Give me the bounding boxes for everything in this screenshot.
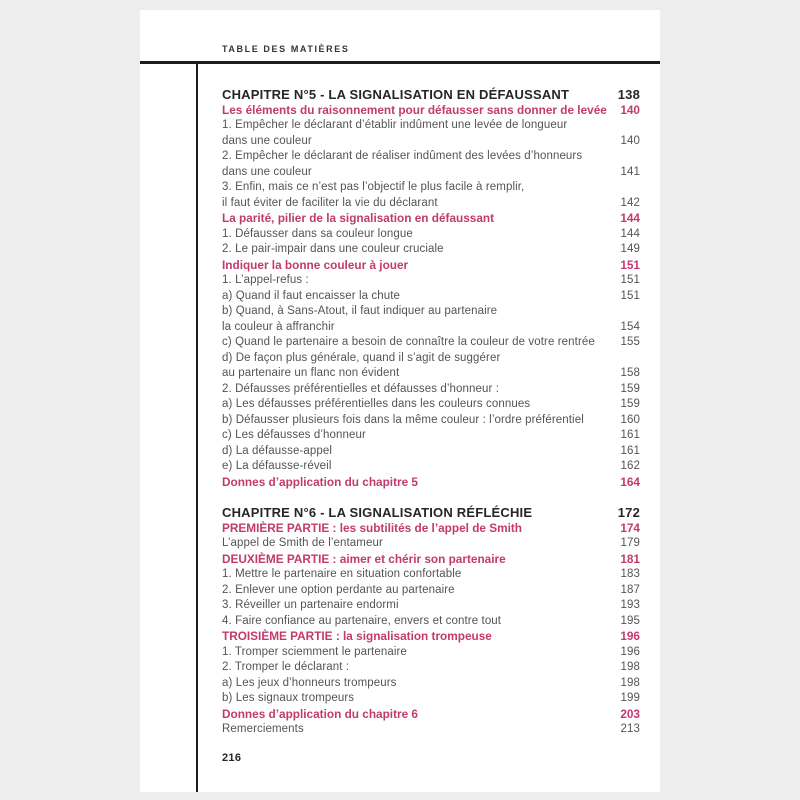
toc-row [222, 165, 640, 181]
toc-entry-page: 154 [620, 320, 640, 333]
toc-entry-page: 141 [620, 165, 640, 178]
toc-row [222, 583, 640, 599]
header-rule [140, 61, 660, 64]
toc-entry-text: 1. Défausser dans sa couleur longue [222, 227, 413, 240]
toc-entry-text: a) Quand il faut encaisser la chute [222, 289, 401, 302]
toc-row [222, 382, 640, 398]
toc-entry-text: a) Les défausses préférentielles dans les couleurs connues [222, 398, 531, 410]
table-of-contents [222, 87, 640, 738]
toc-entry-text: dans une couleur [222, 165, 312, 178]
toc-entry-page: 164 [620, 474, 640, 489]
book-page [140, 10, 660, 792]
toc-row [222, 180, 640, 196]
toc-entry-page: 151 [620, 257, 640, 272]
toc-row [222, 505, 640, 521]
toc-row [222, 320, 640, 336]
toc-entry-text: 1. Mettre le partenaire en situation confortable [222, 568, 462, 580]
toc-row [222, 691, 640, 707]
toc-entry-text: CHAPITRE N°5 - LA SIGNALISATION EN DÉFAUSSANT [222, 87, 570, 102]
toc-row [222, 211, 640, 227]
toc-row [222, 242, 640, 258]
toc-entry-text: 2. Défausses préférentielles et défausses d’honneur : [222, 382, 499, 395]
toc-row [222, 304, 640, 320]
toc-entry-text: d) De façon plus générale, quand il s’agit de suggérer [222, 351, 501, 364]
toc-entry-text: a) Les jeux d’honneurs trompeurs [222, 676, 397, 689]
margin-vertical-rule [196, 64, 198, 792]
toc-entry-page: 144 [620, 211, 640, 225]
toc-entry-text: la couleur à affranchir [222, 320, 335, 333]
toc-row [222, 536, 640, 552]
toc-entry-page: 161 [620, 444, 640, 457]
toc-entry-page: 142 [620, 196, 640, 209]
toc-entry-text: 4. Faire confiance au partenaire, envers et contre tout [222, 614, 502, 627]
toc-group-1 [222, 87, 640, 490]
toc-entry-text: 1. L’appel-refus : [222, 274, 309, 286]
toc-row [222, 335, 640, 351]
toc-entry-page: 179 [620, 537, 640, 549]
toc-entry-text: 2. Enlever une option perdante au partenaire [222, 583, 455, 596]
toc-row [222, 258, 640, 274]
toc-entry-text: 1. Tromper sciemment le partenaire [222, 645, 407, 658]
toc-row [222, 552, 640, 568]
toc-entry-page: 138 [617, 87, 640, 102]
toc-row [222, 273, 640, 289]
toc-entry-page: 195 [620, 614, 640, 627]
toc-row [222, 722, 640, 738]
toc-row [222, 149, 640, 165]
toc-entry-page: 196 [620, 629, 640, 643]
toc-entry-text: La parité, pilier de la signalisation en défaussant [222, 211, 495, 225]
toc-row [222, 118, 640, 134]
toc-entry-page: 181 [620, 551, 640, 566]
toc-group-2 [222, 505, 640, 738]
toc-entry-page: 158 [620, 367, 640, 379]
toc-entry-text: b) Défausser plusieurs fois dans la même couleur : l’ordre préférentiel [222, 413, 584, 426]
toc-entry-page: 213 [620, 723, 640, 735]
toc-entry-text: Indiquer la bonne couleur à jouer [222, 257, 409, 272]
toc-row [222, 134, 640, 150]
toc-entry-text: Donnes d’application du chapitre 6 [222, 706, 418, 721]
toc-row [222, 413, 640, 429]
toc-entry-text: DEUXIÈME PARTIE : aimer et chérir son partenaire [222, 551, 506, 566]
toc-entry-page: 198 [620, 661, 640, 673]
toc-row [222, 660, 640, 676]
toc-row [222, 87, 640, 103]
toc-entry-page: 187 [620, 583, 640, 596]
toc-entry-text: 1. Empêcher le déclarant d’établir indûment une levée de longueur [222, 119, 568, 131]
toc-entry-page: 174 [620, 520, 640, 535]
toc-entry-text: 3. Réveiller un partenaire endormi [222, 599, 399, 611]
toc-entry-text: au partenaire un flanc non évident [222, 367, 400, 379]
toc-entry-page: 151 [620, 289, 640, 302]
toc-entry-page: 155 [620, 336, 640, 348]
toc-entry-page: 172 [617, 505, 640, 520]
toc-entry-page: 140 [620, 134, 640, 147]
toc-entry-text: c) Les défausses d’honneur [222, 429, 366, 441]
toc-entry-text: CHAPITRE N°6 - LA SIGNALISATION RÉFLÉCHIE [222, 505, 533, 520]
toc-row [222, 459, 640, 475]
toc-entry-page: 203 [620, 706, 640, 721]
toc-row [222, 567, 640, 583]
toc-row [222, 444, 640, 460]
toc-entry-text: 2. Empêcher le déclarant de réaliser indûment des levées d’honneurs [222, 150, 583, 162]
toc-row [222, 103, 640, 119]
toc-row [222, 707, 640, 723]
toc-entry-text: Donnes d’application du chapitre 5 [222, 474, 418, 489]
toc-entry-text: il faut éviter de faciliter la vie du déclarant [222, 196, 438, 209]
toc-entry-text: 3. Enfin, mais ce n’est pas l’objectif le plus facile à remplir, [222, 181, 525, 193]
toc-row [222, 366, 640, 382]
toc-entry-page: 140 [620, 102, 640, 117]
toc-entry-page: 199 [620, 692, 640, 704]
toc-entry-page: 159 [620, 382, 640, 395]
toc-row [222, 227, 640, 243]
toc-row [222, 428, 640, 444]
toc-entry-text: b) Les signaux trompeurs [222, 692, 355, 704]
toc-entry-text: 2. Le pair-impair dans une couleur cruciale [222, 243, 444, 255]
toc-entry-text: Les éléments du raisonnement pour défausser sans donner de levée [222, 102, 607, 117]
toc-entry-page: 151 [620, 274, 640, 286]
toc-row [222, 289, 640, 305]
page-number-folio: 216 [222, 752, 242, 764]
toc-entry-page: 144 [620, 227, 640, 240]
toc-entry-page: 162 [620, 460, 640, 472]
toc-row [222, 676, 640, 692]
toc-entry-text: L’appel de Smith de l’entameur [222, 537, 383, 549]
toc-entry-text: dans une couleur [222, 134, 312, 147]
toc-entry-page: 193 [620, 599, 640, 611]
toc-row [222, 598, 640, 614]
toc-entry-text: Remerciements [222, 723, 304, 735]
toc-row [222, 351, 640, 367]
toc-row [222, 614, 640, 630]
toc-row [222, 397, 640, 413]
toc-row [222, 645, 640, 661]
toc-row [222, 475, 640, 491]
toc-entry-page: 196 [620, 645, 640, 658]
toc-entry-page: 159 [620, 398, 640, 410]
toc-entry-text: c) Quand le partenaire a besoin de connaître la couleur de votre rentrée [222, 336, 595, 348]
toc-entry-text: PREMIÈRE PARTIE : les subtilités de l’appel de Smith [222, 520, 523, 535]
toc-entry-page: 161 [620, 429, 640, 441]
toc-entry-text: TROISIÈME PARTIE : la signalisation trompeuse [222, 629, 492, 643]
toc-entry-page: 160 [620, 413, 640, 426]
toc-entry-text: e) La défausse-réveil [222, 460, 332, 472]
toc-entry-page: 198 [620, 676, 640, 689]
running-header-title: TABLE DES MATIÈRES [222, 44, 350, 54]
toc-entry-text: d) La défausse-appel [222, 444, 333, 457]
toc-entry-page: 183 [620, 568, 640, 580]
toc-row [222, 629, 640, 645]
toc-row [222, 196, 640, 212]
toc-entry-text: b) Quand, à Sans-Atout, il faut indiquer au partenaire [222, 305, 498, 317]
toc-entry-page: 149 [620, 243, 640, 255]
toc-entry-text: 2. Tromper le déclarant : [222, 661, 350, 673]
toc-row [222, 521, 640, 537]
